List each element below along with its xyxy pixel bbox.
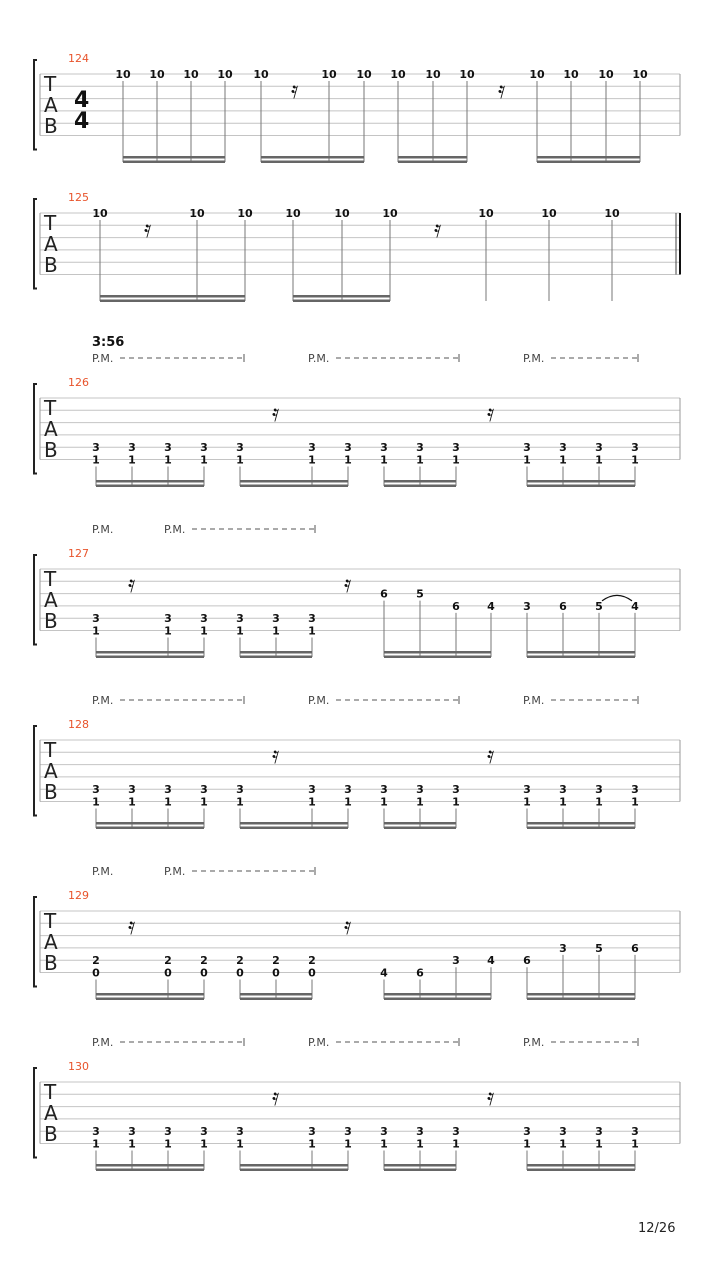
- palm-mute-label: P.M.: [92, 352, 114, 365]
- fret-number: 3: [380, 441, 388, 455]
- fret-number: 1: [92, 453, 100, 467]
- beam-primary: [240, 1164, 348, 1167]
- fret-number: 1: [308, 1137, 316, 1151]
- fret-number: 10: [604, 207, 620, 220]
- fret-number: 10: [459, 68, 475, 81]
- tab-clef-letter: A: [44, 1101, 58, 1125]
- fret-number: 1: [236, 624, 244, 638]
- tab-clef-letter: T: [44, 909, 57, 933]
- beam-primary: [96, 993, 204, 996]
- fret-number: 1: [595, 1137, 603, 1151]
- fret-number: 1: [559, 1137, 567, 1151]
- measure-number: 126: [68, 376, 89, 389]
- beam-secondary: [398, 161, 467, 164]
- fret-number: 10: [115, 68, 131, 81]
- fret-number: 10: [334, 207, 350, 220]
- fret-number: 3: [272, 612, 280, 626]
- rest-sixteenth: 𝄿: [487, 1083, 495, 1111]
- fret-number: 2: [236, 954, 244, 968]
- fret-number: 3: [595, 1125, 603, 1139]
- tab-clef-letter: A: [44, 930, 58, 954]
- tab-clef-letter: B: [44, 114, 58, 138]
- fret-number: 6: [380, 587, 388, 601]
- fret-number: 10: [217, 68, 233, 81]
- rest-sixteenth: 𝄿: [272, 741, 280, 769]
- fret-number: 3: [200, 1125, 208, 1139]
- fret-number: 3: [595, 783, 603, 797]
- fret-number: 3: [559, 941, 567, 955]
- fret-number: 1: [595, 453, 603, 467]
- fret-number: 0: [200, 966, 208, 980]
- fret-number: 1: [344, 795, 352, 809]
- tab-clef-letter: T: [44, 738, 57, 762]
- fret-number: 1: [523, 1137, 531, 1151]
- fret-number: 1: [92, 795, 100, 809]
- fret-number: 1: [559, 795, 567, 809]
- fret-number: 1: [308, 453, 316, 467]
- fret-number: 10: [632, 68, 648, 81]
- fret-number: 1: [344, 1137, 352, 1151]
- staff-system: [34, 1036, 680, 1171]
- fret-number: 1: [631, 453, 639, 467]
- beam-primary: [100, 295, 245, 298]
- time-signature-bottom: 4: [74, 109, 90, 134]
- fret-number: 1: [128, 1137, 136, 1151]
- beam-secondary: [384, 827, 456, 830]
- fret-number: 6: [559, 599, 567, 613]
- rest-sixteenth: 𝄿: [344, 912, 352, 940]
- fret-number: 6: [523, 954, 531, 968]
- fret-number: 3: [380, 1125, 388, 1139]
- staff-system: [34, 52, 680, 163]
- fret-number: 1: [200, 453, 208, 467]
- fret-number: 3: [595, 441, 603, 455]
- fret-number: 1: [631, 1137, 639, 1151]
- fret-number: 6: [416, 966, 424, 980]
- fret-number: 3: [452, 954, 460, 968]
- fret-number: 3: [92, 612, 100, 626]
- fret-number: 3: [523, 783, 531, 797]
- rest-sixteenth: 𝄿: [434, 215, 442, 243]
- rest-sixteenth: 𝄿: [344, 570, 352, 598]
- fret-number: 3: [344, 783, 352, 797]
- beam-secondary: [384, 485, 456, 488]
- fret-number: 10: [189, 207, 205, 220]
- fret-number: 6: [631, 941, 639, 955]
- fret-number: 3: [200, 441, 208, 455]
- beam-secondary: [527, 656, 635, 659]
- tab-clef-letter: B: [44, 438, 58, 462]
- rest-sixteenth: 𝄿: [498, 76, 506, 104]
- measure-number: 124: [68, 52, 89, 65]
- fret-number: 10: [541, 207, 557, 220]
- system-bracket: [34, 1068, 37, 1158]
- palm-mute-label: P.M.: [92, 523, 114, 536]
- beam-secondary: [240, 998, 312, 1001]
- system-bracket: [34, 726, 37, 816]
- beam-primary: [384, 1164, 456, 1167]
- palm-mute-label: P.M.: [308, 352, 330, 365]
- beam-secondary: [96, 656, 204, 659]
- palm-mute-label: P.M.: [92, 1036, 114, 1049]
- fret-number: 1: [595, 795, 603, 809]
- palm-mute-label: P.M.: [92, 694, 114, 707]
- fret-number: 3: [164, 783, 172, 797]
- fret-number: 10: [149, 68, 165, 81]
- fret-number: 3: [523, 441, 531, 455]
- staff-system: [34, 335, 680, 487]
- fret-number: 5: [595, 941, 603, 955]
- fret-number: 3: [92, 441, 100, 455]
- fret-number: 3: [308, 441, 316, 455]
- rest-sixteenth: 𝄿: [144, 215, 152, 243]
- tab-clef-letter: T: [44, 72, 57, 96]
- beam-primary: [537, 156, 640, 159]
- beam-primary: [398, 156, 467, 159]
- fret-number: 1: [416, 795, 424, 809]
- fret-number: 3: [523, 599, 531, 613]
- beam-secondary: [527, 1169, 635, 1172]
- fret-number: 3: [523, 1125, 531, 1139]
- beam-primary: [527, 993, 635, 996]
- fret-number: 3: [164, 1125, 172, 1139]
- fret-number: 1: [236, 795, 244, 809]
- beam-primary: [527, 651, 635, 654]
- fret-number: 3: [380, 783, 388, 797]
- fret-number: 0: [236, 966, 244, 980]
- beam-primary: [384, 480, 456, 483]
- rest-sixteenth: 𝄿: [128, 570, 136, 598]
- beam-secondary: [384, 998, 491, 1001]
- rest-sixteenth: 𝄿: [291, 76, 299, 104]
- tab-clef-letter: A: [44, 93, 58, 117]
- tab-clef-letter: B: [44, 609, 58, 633]
- fret-number: 10: [563, 68, 579, 81]
- fret-number: 1: [200, 795, 208, 809]
- fret-number: 3: [128, 783, 136, 797]
- fret-number: 3: [452, 1125, 460, 1139]
- fret-number: 10: [237, 207, 253, 220]
- system-bracket: [34, 384, 37, 474]
- fret-number: 1: [164, 795, 172, 809]
- tab-clef-letter: T: [44, 567, 57, 591]
- fret-number: 3: [344, 1125, 352, 1139]
- beam-primary: [384, 993, 491, 996]
- system-bracket: [34, 60, 37, 150]
- fret-number: 1: [344, 453, 352, 467]
- fret-number: 1: [452, 1137, 460, 1151]
- fret-number: 3: [559, 783, 567, 797]
- fret-number: 3: [128, 1125, 136, 1139]
- page-number: 12/26: [638, 1221, 676, 1236]
- fret-number: 10: [285, 207, 301, 220]
- beam-primary: [527, 480, 635, 483]
- fret-number: 10: [425, 68, 441, 81]
- fret-number: 6: [452, 599, 460, 613]
- fret-number: 3: [631, 441, 639, 455]
- fret-number: 10: [390, 68, 406, 81]
- fret-number: 3: [92, 783, 100, 797]
- beam-secondary: [261, 161, 364, 164]
- fret-number: 1: [164, 624, 172, 638]
- fret-number: 3: [308, 612, 316, 626]
- fret-number: 10: [382, 207, 398, 220]
- beam-primary: [384, 651, 491, 654]
- system-bracket: [34, 897, 37, 987]
- fret-number: 2: [92, 954, 100, 968]
- fret-number: 1: [92, 624, 100, 638]
- fret-number: 10: [253, 68, 269, 81]
- palm-mute-label: P.M.: [308, 694, 330, 707]
- staff-system: [34, 191, 680, 302]
- measure-number: 130: [68, 1060, 89, 1073]
- fret-number: 1: [523, 453, 531, 467]
- tab-clef-letter: A: [44, 588, 58, 612]
- fret-number: 3: [631, 1125, 639, 1139]
- beam-secondary: [384, 1169, 456, 1172]
- beam-secondary: [96, 1169, 204, 1172]
- tab-clef-letter: A: [44, 417, 58, 441]
- fret-number: 3: [416, 441, 424, 455]
- fret-number: 3: [236, 1125, 244, 1139]
- fret-number: 3: [559, 441, 567, 455]
- fret-number: 4: [380, 966, 388, 980]
- measure-number: 125: [68, 191, 89, 204]
- fret-number: 1: [559, 453, 567, 467]
- fret-number: 3: [200, 612, 208, 626]
- fret-number: 1: [200, 624, 208, 638]
- beam-primary: [384, 822, 456, 825]
- fret-number: 1: [92, 1137, 100, 1151]
- beam-primary: [240, 651, 312, 654]
- tie-arc: [602, 595, 632, 601]
- fret-number: 1: [308, 624, 316, 638]
- tab-clef-letter: B: [44, 1122, 58, 1146]
- palm-mute-label: P.M.: [523, 694, 545, 707]
- beam-primary: [261, 156, 364, 159]
- fret-number: 2: [272, 954, 280, 968]
- beam-secondary: [240, 1169, 348, 1172]
- fret-number: 10: [478, 207, 494, 220]
- beam-secondary: [527, 485, 635, 488]
- fret-number: 3: [452, 783, 460, 797]
- beam-secondary: [123, 161, 225, 164]
- beam-primary: [240, 993, 312, 996]
- fret-number: 5: [595, 599, 603, 613]
- fret-number: 4: [487, 599, 495, 613]
- fret-number: 5: [416, 587, 424, 601]
- fret-number: 10: [598, 68, 614, 81]
- beam-secondary: [527, 998, 635, 1001]
- fret-number: 3: [164, 441, 172, 455]
- fret-number: 1: [128, 453, 136, 467]
- palm-mute-label: P.M.: [92, 865, 114, 878]
- system-bracket: [34, 199, 37, 289]
- fret-number: 1: [631, 795, 639, 809]
- beam-primary: [527, 822, 635, 825]
- fret-number: 3: [559, 1125, 567, 1139]
- fret-number: 1: [380, 1137, 388, 1151]
- fret-number: 0: [92, 966, 100, 980]
- beam-secondary: [96, 485, 204, 488]
- beam-primary: [293, 295, 390, 298]
- beam-secondary: [293, 300, 390, 303]
- fret-number: 2: [200, 954, 208, 968]
- beam-secondary: [527, 827, 635, 830]
- fret-number: 1: [272, 624, 280, 638]
- fret-number: 3: [631, 783, 639, 797]
- fret-number: 10: [321, 68, 337, 81]
- fret-number: 3: [308, 783, 316, 797]
- beam-secondary: [240, 485, 348, 488]
- staff-system: [34, 523, 680, 658]
- measure-number: 128: [68, 718, 89, 731]
- fret-number: 1: [164, 453, 172, 467]
- rest-sixteenth: 𝄿: [128, 912, 136, 940]
- fret-number: 1: [200, 1137, 208, 1151]
- fret-number: 2: [308, 954, 316, 968]
- measure-number: 129: [68, 889, 89, 902]
- fret-number: 3: [344, 441, 352, 455]
- fret-number: 1: [236, 1137, 244, 1151]
- fret-number: 3: [128, 441, 136, 455]
- fret-number: 3: [308, 1125, 316, 1139]
- fret-number: 3: [236, 441, 244, 455]
- fret-number: 3: [200, 783, 208, 797]
- fret-number: 1: [452, 453, 460, 467]
- tab-clef-letter: B: [44, 253, 58, 277]
- beam-primary: [96, 651, 204, 654]
- fret-number: 10: [529, 68, 545, 81]
- fret-number: 10: [356, 68, 372, 81]
- palm-mute-label: P.M.: [523, 1036, 545, 1049]
- staff-system: [34, 865, 680, 1000]
- fret-number: 1: [380, 453, 388, 467]
- beam-primary: [96, 822, 204, 825]
- rest-sixteenth: 𝄿: [487, 399, 495, 427]
- beam-primary: [96, 480, 204, 483]
- tab-clef-letter: B: [44, 780, 58, 804]
- beam-secondary: [384, 656, 491, 659]
- fret-number: 3: [416, 1125, 424, 1139]
- tab-clef-letter: T: [44, 1080, 57, 1104]
- beam-primary: [240, 822, 348, 825]
- fret-number: 0: [164, 966, 172, 980]
- rest-sixteenth: 𝄿: [272, 399, 280, 427]
- measure-number: 127: [68, 547, 89, 560]
- beam-primary: [123, 156, 225, 159]
- fret-number: 1: [416, 453, 424, 467]
- palm-mute-label: P.M.: [308, 1036, 330, 1049]
- fret-number: 0: [272, 966, 280, 980]
- beam-secondary: [537, 161, 640, 164]
- fret-number: 10: [183, 68, 199, 81]
- tab-clef-letter: B: [44, 951, 58, 975]
- beam-secondary: [96, 827, 204, 830]
- rest-sixteenth: 𝄿: [272, 1083, 280, 1111]
- system-bracket: [34, 555, 37, 645]
- tab-clef-letter: A: [44, 759, 58, 783]
- palm-mute-label: P.M.: [164, 865, 186, 878]
- beam-primary: [527, 1164, 635, 1167]
- palm-mute-label: P.M.: [523, 352, 545, 365]
- tab-clef-letter: T: [44, 396, 57, 420]
- fret-number: 3: [236, 612, 244, 626]
- fret-number: 1: [308, 795, 316, 809]
- fret-number: 0: [308, 966, 316, 980]
- beam-secondary: [240, 827, 348, 830]
- beam-secondary: [240, 656, 312, 659]
- fret-number: 2: [164, 954, 172, 968]
- fret-number: 4: [631, 599, 639, 613]
- beam-primary: [240, 480, 348, 483]
- tab-clef-letter: T: [44, 211, 57, 235]
- fret-number: 3: [236, 783, 244, 797]
- fret-number: 1: [128, 795, 136, 809]
- beam-primary: [96, 1164, 204, 1167]
- fret-number: 1: [380, 795, 388, 809]
- timestamp: 3:56: [92, 335, 125, 350]
- fret-number: 3: [92, 1125, 100, 1139]
- fret-number: 1: [416, 1137, 424, 1151]
- fret-number: 10: [92, 207, 108, 220]
- rest-sixteenth: 𝄿: [487, 741, 495, 769]
- fret-number: 3: [164, 612, 172, 626]
- fret-number: 4: [487, 954, 495, 968]
- fret-number: 3: [452, 441, 460, 455]
- beam-secondary: [100, 300, 245, 303]
- tab-clef-letter: A: [44, 232, 58, 256]
- palm-mute-label: P.M.: [164, 523, 186, 536]
- staff-system: [34, 694, 680, 829]
- time-signature-top: 4: [74, 88, 90, 113]
- fret-number: 1: [164, 1137, 172, 1151]
- fret-number: 1: [236, 453, 244, 467]
- fret-number: 1: [452, 795, 460, 809]
- beam-secondary: [96, 998, 204, 1001]
- fret-number: 3: [416, 783, 424, 797]
- fret-number: 1: [523, 795, 531, 809]
